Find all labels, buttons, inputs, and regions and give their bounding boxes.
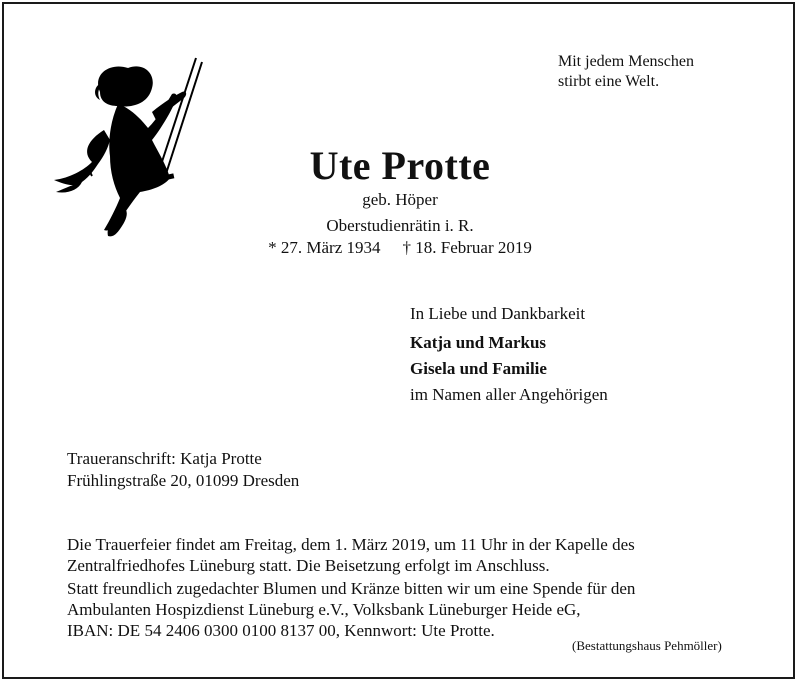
mourners-family-2: Gisela und Familie (410, 359, 547, 378)
mourners-family-1: Katja und Markus (410, 333, 547, 352)
address-line-2: Frühlingstraße 20, 01099 Dresden (67, 471, 300, 490)
quote (558, 52, 694, 92)
notice-line-4: Ambulanten Hospizdienst Lüneburg e.V., Volksbank Lüneburger Heide eG, (67, 600, 581, 619)
mourners-closing: im Namen aller Angehörigen (410, 385, 608, 404)
life-dates (0, 238, 800, 258)
deceased-title: Oberstudienrätin i. R. (326, 216, 474, 235)
quote-line-2: stirbt eine Welt. (558, 73, 660, 90)
death-date: † 18. Februar 2019 (402, 238, 532, 257)
deceased-name: Ute Protte (309, 143, 491, 188)
notice-line-5: IBAN: DE 54 2406 0300 0100 8137 00, Kennwort: Ute Protte. (67, 621, 495, 640)
notice-line-1: Die Trauerfeier findet am Freitag, dem 1. März 2019, um 11 Uhr in der Kapelle des (67, 535, 635, 554)
notice-line-2: Zentralfriedhofes Lüneburg statt. Die Beisetzung erfolgt im Anschluss. (67, 556, 550, 575)
birth-date: * 27. März 1934 (268, 238, 381, 257)
address-line-1: Traueranschrift: Katja Protte (67, 449, 262, 468)
quote-line-1: Mit jedem Menschen (558, 53, 694, 70)
mourners-intro: In Liebe und Dankbarkeit (410, 304, 586, 323)
notice-line-3: Statt freundlich zugedachter Blumen und Kränze bitten wir um eine Spende für den (67, 579, 636, 598)
funeral-home: (Bestattungshaus Pehmöller) (572, 638, 722, 653)
born-name: geb. Höper (362, 190, 438, 209)
